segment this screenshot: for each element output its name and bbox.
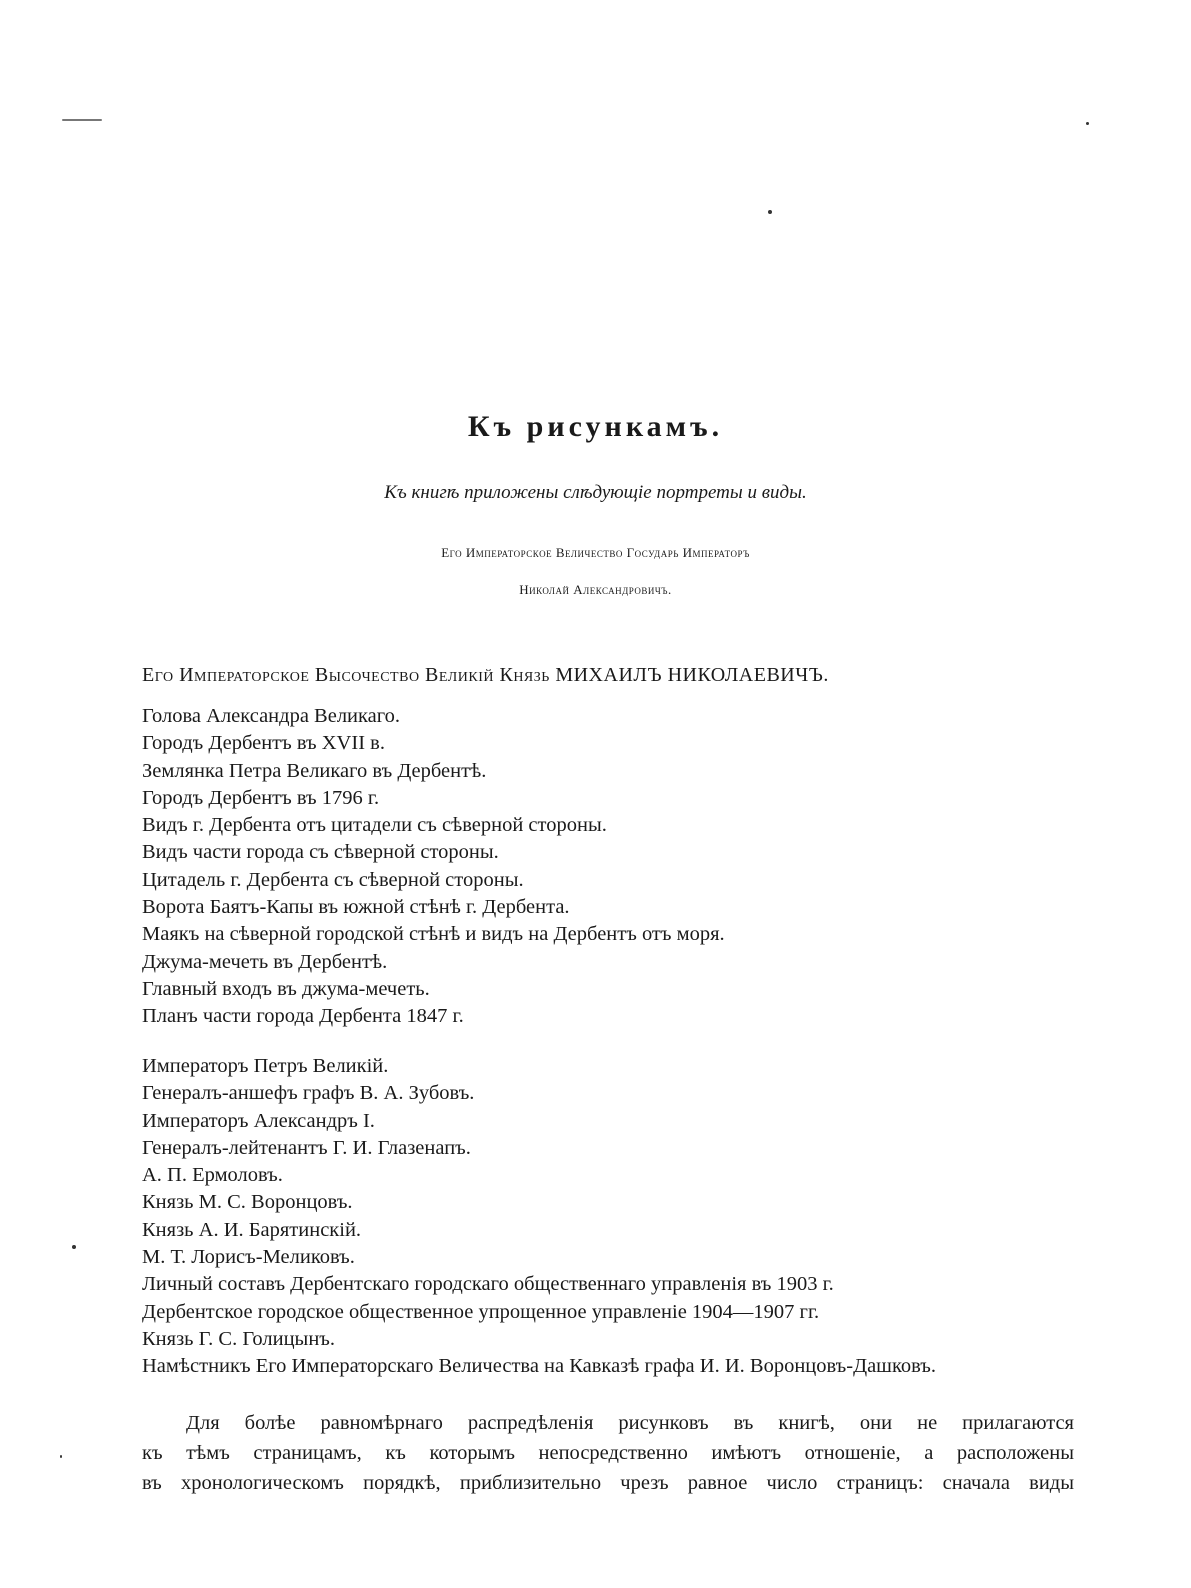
list-item: Генералъ-аншефъ графъ В. А. Зубовъ. bbox=[142, 1082, 475, 1105]
list-item: А. П. Ермоловъ. bbox=[142, 1164, 283, 1187]
portraits-list bbox=[142, 1053, 936, 1381]
emperor-title-line2: Николай Александровичъ. bbox=[519, 582, 672, 597]
scan-speck bbox=[72, 1245, 76, 1249]
list-item: Главный входъ въ джума-мечеть. bbox=[142, 977, 430, 1000]
list-item: Джума-мечеть въ Дербентѣ. bbox=[142, 950, 388, 973]
paragraph-line: въ хронологическомъ порядкѣ, приблизительно чрезъ равное число страницъ: сначала виды bbox=[142, 1472, 1074, 1494]
list-item: Городъ Дербентъ въ 1796 г. bbox=[142, 786, 380, 809]
list-item: Князь М. С. Воронцовъ. bbox=[142, 1191, 353, 1214]
scan-speck bbox=[768, 210, 772, 214]
list-item: Видъ г. Дербента отъ цитадели съ сѣверной стороны. bbox=[142, 814, 607, 837]
list-item: Городъ Дербентъ въ XVII в. bbox=[142, 732, 385, 755]
views-list bbox=[142, 703, 725, 1031]
scan-speck bbox=[1086, 122, 1089, 125]
list-item: Императоръ Александръ I. bbox=[142, 1109, 375, 1132]
scan-speck bbox=[60, 1455, 62, 1458]
list-item: Намѣстникъ Его Императорскаго Величества на Кавказѣ графа И. И. Воронцовъ-Дашковъ. bbox=[142, 1355, 937, 1378]
intro-line: Къ книгѣ приложены слѣдующіе портреты и виды. bbox=[384, 482, 807, 503]
list-item: Личный составъ Дербентскаго городскаго общественнаго управленія въ 1903 г. bbox=[142, 1273, 834, 1296]
list-item: Землянка Петра Великаго въ Дербентѣ. bbox=[142, 759, 487, 782]
list-item: Видъ части города съ сѣверной стороны. bbox=[142, 841, 499, 864]
list-item: Планъ части города Дербента 1847 г. bbox=[142, 1005, 464, 1028]
list-item: Князь Г. С. Голицынъ. bbox=[142, 1327, 336, 1350]
scan-speck bbox=[62, 119, 102, 121]
paragraph-line: Для болѣе равномѣрнаго распредѣленія рисунковъ въ книгѣ, они не прилагаются bbox=[186, 1412, 1074, 1434]
list-item: Цитадель г. Дербента съ сѣверной стороны. bbox=[142, 868, 524, 891]
list-item: Князь А. И. Барятинскій. bbox=[142, 1218, 362, 1241]
list-item: Ворота Баятъ-Капы въ южной стѣнѣ г. Дербента. bbox=[142, 896, 570, 919]
emperor-title-line1: Его Императорское Величество Государь Императоръ bbox=[441, 545, 750, 560]
list-item: Императоръ Петръ Великій. bbox=[142, 1055, 389, 1077]
list-item: Генералъ-лейтенантъ Г. И. Глазенапъ. bbox=[142, 1136, 471, 1159]
list-item: Голова Александра Великаго. bbox=[142, 705, 401, 727]
explanatory-paragraph bbox=[142, 1408, 1074, 1498]
list-item: Дербентское городское общественное упрощенное управленіе 1904—1907 гг. bbox=[142, 1300, 820, 1323]
list-item: М. Т. Лорисъ-Меликовъ. bbox=[142, 1246, 355, 1269]
list-item: Маякъ на сѣверной городской стѣнѣ и видъ на Дербентъ отъ моря. bbox=[142, 923, 725, 946]
grand-duke-line: Его Императорское Высочество Великій Князь МИХАИЛЪ НИКОЛАЕВИЧЪ. bbox=[142, 664, 829, 686]
paragraph-line: къ тѣмъ страницамъ, къ которымъ непосредственно имѣютъ отношеніе, а расположены bbox=[142, 1442, 1074, 1464]
page-heading: Къ рисункамъ. bbox=[467, 410, 724, 443]
